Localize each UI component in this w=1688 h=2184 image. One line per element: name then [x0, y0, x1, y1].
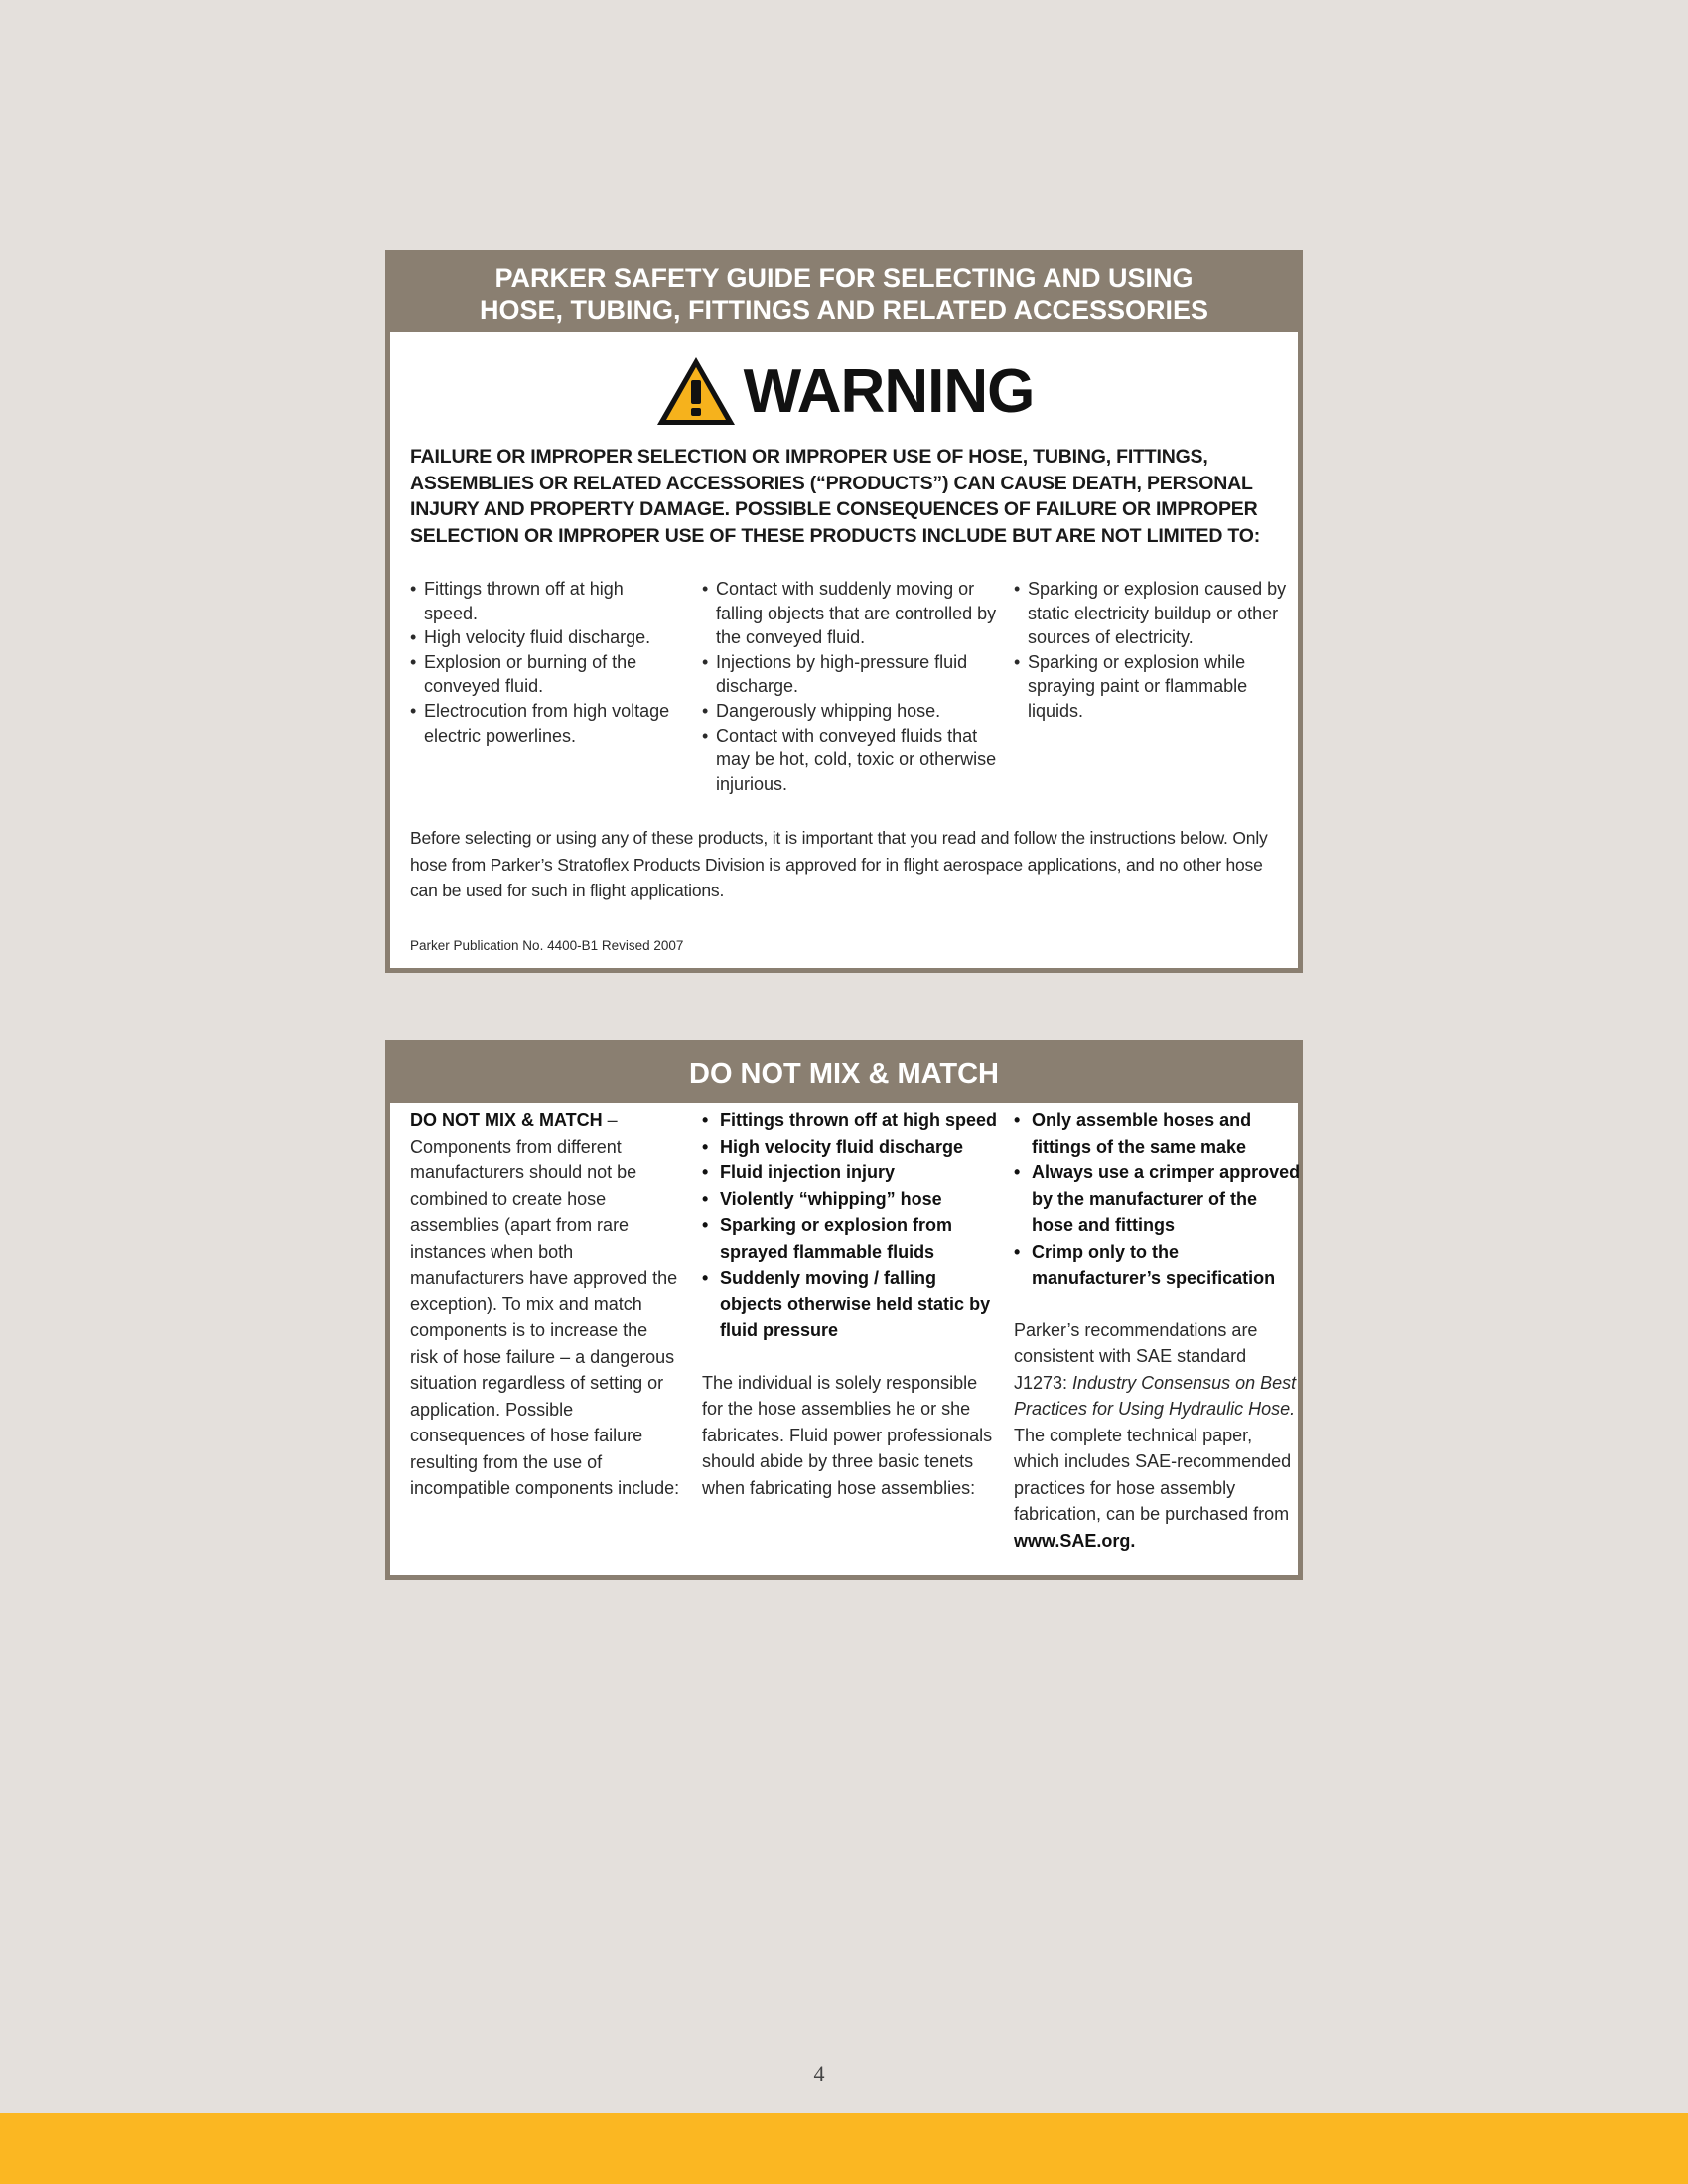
warning-label: WARNING: [743, 356, 1035, 426]
failure-statement: FAILURE OR IMPROPER SELECTION OR IMPROPER USE OF HOSE, TUBING, FITTINGS, ASSEMBLIES OR RELATED ACCESSORIES (“PRODUCTS”) CAN CAUSE DEATH, PERSONAL INJURY AND PROPERTY DAMAGE. POSSIBLE CONSEQUENCES OF FAILURE OR IMPROPER SELECTION OR IMPROPER USE OF THESE PRODUCTS INCLUDE BUT ARE NOT LIMITED TO:: [410, 446, 1261, 547]
list-item: • Only assemble hoses and fittings of the same make: [1014, 1107, 1302, 1160]
sae-link[interactable]: www.SAE.org.: [1014, 1530, 1136, 1551]
list-item: • High velocity fluid discharge: [702, 1134, 1000, 1160]
list-item: • High velocity fluid discharge.: [410, 625, 678, 650]
list-item: • Injections by high-pressure fluid discharge.: [702, 650, 1000, 699]
safety-guide-header: [390, 255, 1298, 332]
mix-match-intro-column: [410, 1107, 680, 1502]
safety-guide-title-line1: PARKER SAFETY GUIDE FOR SELECTING AND USING: [494, 263, 1194, 293]
list-item: • Suddenly moving / falling objects otherwise held static by fluid pressure: [702, 1265, 1000, 1344]
sae-title: Industry Consensus on Best Practices for Using Hydraulic Hose.: [1014, 1372, 1297, 1419]
list-item: • Electrocution from high voltage electric powerlines.: [410, 699, 678, 748]
mix-match-header: DO NOT MIX & MATCH: [390, 1045, 1298, 1103]
consequences-column-3: [1014, 577, 1292, 724]
list-item: • Sparking or explosion from sprayed flammable fluids: [702, 1212, 1000, 1265]
footer-bar: [0, 2113, 1688, 2184]
list-item: • Dangerously whipping hose.: [702, 699, 1000, 724]
warning-triangle-icon: [654, 354, 738, 428]
tenets-column: [1014, 1107, 1302, 1554]
list-item: • Always use a crimper approved by the manufacturer of the hose and fittings: [1014, 1160, 1302, 1239]
warning-banner: [390, 354, 1298, 434]
mix-match-box: [385, 1040, 1303, 1580]
hose-failure-column: [702, 1107, 1000, 1501]
list-item: • Contact with conveyed fluids that may be hot, cold, toxic or otherwise injurious.: [702, 724, 1000, 797]
sae-intro: Parker’s recommendations are consistent with SAE standard J1273:: [1014, 1319, 1258, 1393]
list-item: • Fluid injection injury: [702, 1160, 1000, 1186]
sae-paragraph: [1014, 1317, 1302, 1555]
safety-guide-title-line2: HOSE, TUBING, FITTINGS AND RELATED ACCESSORIES: [479, 295, 1209, 325]
mix-match-lead-text: Components from different manufacturers should not be combined to create hose assemblies (apart from rare instances when both manufacturers have approved the exception). To mix and match components is to increase the risk of hose failure – a dangerous situation regardless of setting or application. Possible consequences of hose failure resulting from the use of incompatible components include:: [410, 1136, 680, 1498]
sae-rest: The complete technical paper, which includes SAE-recommended practices for hose assembly fabrication, can be purchased from: [1014, 1425, 1292, 1524]
consequences-column-2: [702, 577, 1000, 796]
list-item: • Fittings thrown off at high speed.: [410, 577, 678, 625]
page-number: 4: [813, 2061, 825, 2086]
list-item: • Fittings thrown off at high speed: [702, 1107, 1000, 1134]
list-item: • Sparking or explosion caused by static electricity buildup or other sources of electricity.: [1014, 577, 1292, 650]
publication-number: Parker Publication No. 4400-B1 Revised 2007: [410, 938, 684, 953]
safety-guide-box: [385, 250, 1303, 973]
instructions-paragraph: Before selecting or using any of these products, it is important that you read and follow the instructions below. Only hose from Parker’s Stratoflex Products Division is approved for in flight aerospace applications, and no other hose can be used for such in flight applications.: [410, 828, 1268, 900]
list-item: • Contact with suddenly moving or falling objects that are controlled by the conveyed fluid.: [702, 577, 1000, 650]
list-item: • Violently “whipping” hose: [702, 1186, 1000, 1213]
mix-match-lead-bold: DO NOT MIX & MATCH: [410, 1110, 603, 1130]
consequences-column-1: [410, 577, 678, 748]
list-item: • Sparking or explosion while spraying paint or flammable liquids.: [1014, 650, 1292, 724]
list-item: • Crimp only to the manufacturer’s specification: [1014, 1239, 1302, 1292]
list-item: • Explosion or burning of the conveyed fluid.: [410, 650, 678, 699]
mix-match-lead-dash: –: [602, 1110, 618, 1130]
responsibility-paragraph: The individual is solely responsible for the hose assemblies he or she fabricates. Fluid power professionals should abide by three basic tenets when fabricating hose assemblies:: [702, 1372, 993, 1498]
